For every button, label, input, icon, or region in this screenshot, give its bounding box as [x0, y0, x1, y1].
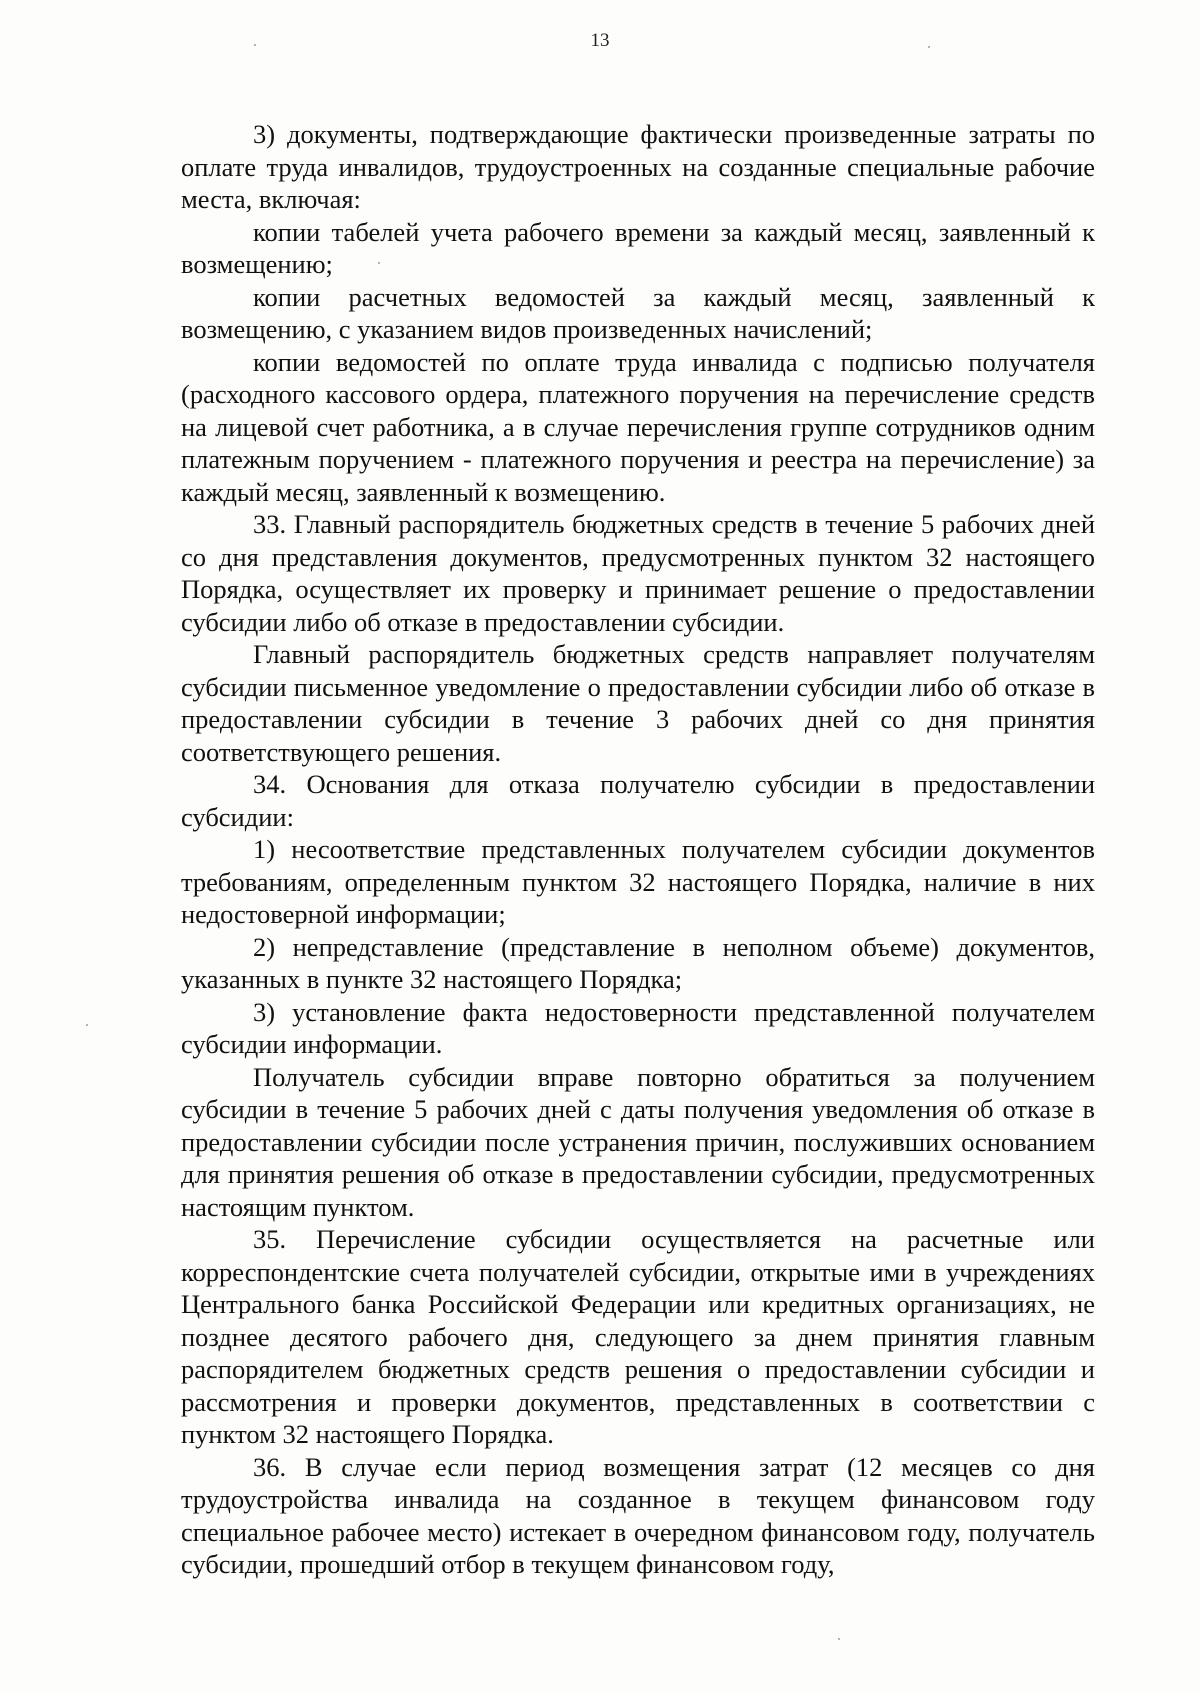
paragraph-36: 36. В случае если период возмещения затрат (12 месяцев со дня трудоустройства инвалида на созданное в текущем финансовом году специальное рабочее место) истекает в очередном финансовом году, получатель субсидии, прошедший отбор в текущем финансовом году,: [181, 1451, 1095, 1579]
paragraph-3-documents: 3) документы, подтверждающие фактически произведенные затраты по оплате труда инвалидов, трудоустроенных на созданные специальные рабочие места, включая:: [181, 119, 1095, 214]
paragraph-payroll-statements: копии расчетных ведомостей за каждый месяц, заявленный к возмещению, с указанием видов произведенных начислений;: [181, 281, 1095, 344]
paragraph-33: 33. Главный распорядитель бюджетных средств в течение 5 рабочих дней со дня представления документов, предусмотренных пунктом 32 настоящего Порядка, осуществляет их проверку и принимает решение о предоставлении субсидии либо об отказе в предоставлении субсидии.: [181, 509, 1095, 637]
scan-speck: [86, 1024, 88, 1026]
paragraph-payment-statements: копии ведомостей по оплате труда инвалида с подписью получателя (расходного кассового ордера, платежного поручения на перечисление средств на лицевой счет работника, а в случае перечисления группе сотрудников одним платежным поручением - платежного поручения и реестра на перечисление) за каждый месяц, заявленный к возмещению.: [181, 346, 1095, 507]
paragraph-34-item-2: 2) непредставление (представление в неполном объеме) документов, указанных в пункте 32 настоящего Порядка;: [181, 931, 1095, 994]
scan-speck: [378, 262, 380, 264]
scan-speck: [254, 44, 256, 46]
paragraph-35: 35. Перечисление субсидии осуществляется на расчетные или корреспондентские счета получателей субсидии, открытые ими в учреждениях Центрального банка Российской Федерации или кредитных организациях, не позднее десятого рабочего дня, следующего за днем принятия главным распорядителем бюджетных средств решения о предоставлении субсидии и рассмотрения и проверки документов, представленных в соответствии с пунктом 32 настоящего Порядка.: [181, 1224, 1095, 1449]
paragraph-34: 34. Основания для отказа получателю субсидии в предоставлении субсидии:: [181, 769, 1095, 832]
document-body: [181, 118, 1095, 1581]
scan-speck: [838, 1638, 840, 1640]
page-number: 13: [590, 30, 610, 51]
paragraph-34-item-3: 3) установление факта недостоверности представленной получателем субсидии информации.: [181, 996, 1095, 1059]
paragraph-notification: Главный распорядитель бюджетных средств направляет получателям субсидии письменное уведомление о предоставлении субсидии либо об отказе в предоставлении субсидии в течение 3 рабочих дней со дня принятия соответствующего решения.: [181, 639, 1095, 767]
scan-speck: [928, 46, 930, 48]
paragraph-timesheets: копии табелей учета рабочего времени за каждый месяц, заявленный к возмещению;: [181, 216, 1095, 279]
paragraph-34-item-1: 1) несоответствие представленных получателем субсидии документов требованиям, определенным пунктом 32 настоящего Порядка, наличие в них недостоверной информации;: [181, 834, 1095, 929]
paragraph-reapply: Получатель субсидии вправе повторно обратиться за получением субсидии в течение 5 рабочих дней с даты получения уведомления об отказе в предоставлении субсидии после устранения причин, послуживших основанием для принятия решения об отказе в предоставлении субсидии, предусмотренных настоящим пунктом.: [181, 1061, 1095, 1222]
